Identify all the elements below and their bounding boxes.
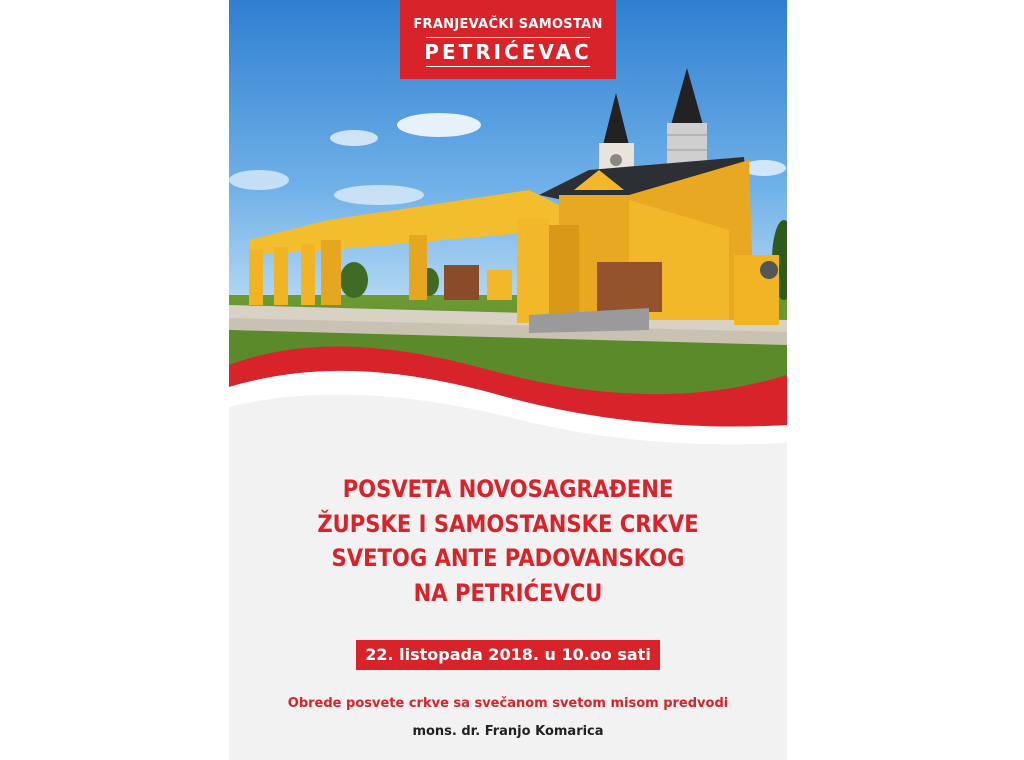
officiant-name: mons. dr. Franjo Komarica bbox=[412, 724, 604, 739]
logo-rule-top bbox=[426, 37, 590, 38]
title-line: SVETOG ANTE PADOVANSKOG bbox=[331, 544, 685, 572]
red-wave-divider bbox=[229, 335, 787, 464]
ceremony-subtitle: Obrede posvete crkve sa svečanom svetom misom predvodi bbox=[287, 696, 729, 711]
title-line: NA PETRIĆEVCU bbox=[413, 578, 603, 607]
poster bbox=[229, 0, 787, 760]
event-title bbox=[262, 472, 753, 610]
logo-rule-bottom bbox=[426, 66, 590, 67]
title-line: ŽUPSKE I SAMOSTANSKE CRKVE bbox=[317, 509, 699, 538]
logo-banner bbox=[400, 0, 616, 79]
logo-line-2: PETRIĆEVAC bbox=[424, 40, 592, 64]
title-line: POSVETA NOVOSAGRAĐENE bbox=[342, 475, 674, 503]
logo-line-1: FRANJEVAČKI SAMOSTAN bbox=[413, 17, 603, 32]
event-date-badge: 22. listopada 2018. u 10.oo sati bbox=[356, 640, 660, 670]
